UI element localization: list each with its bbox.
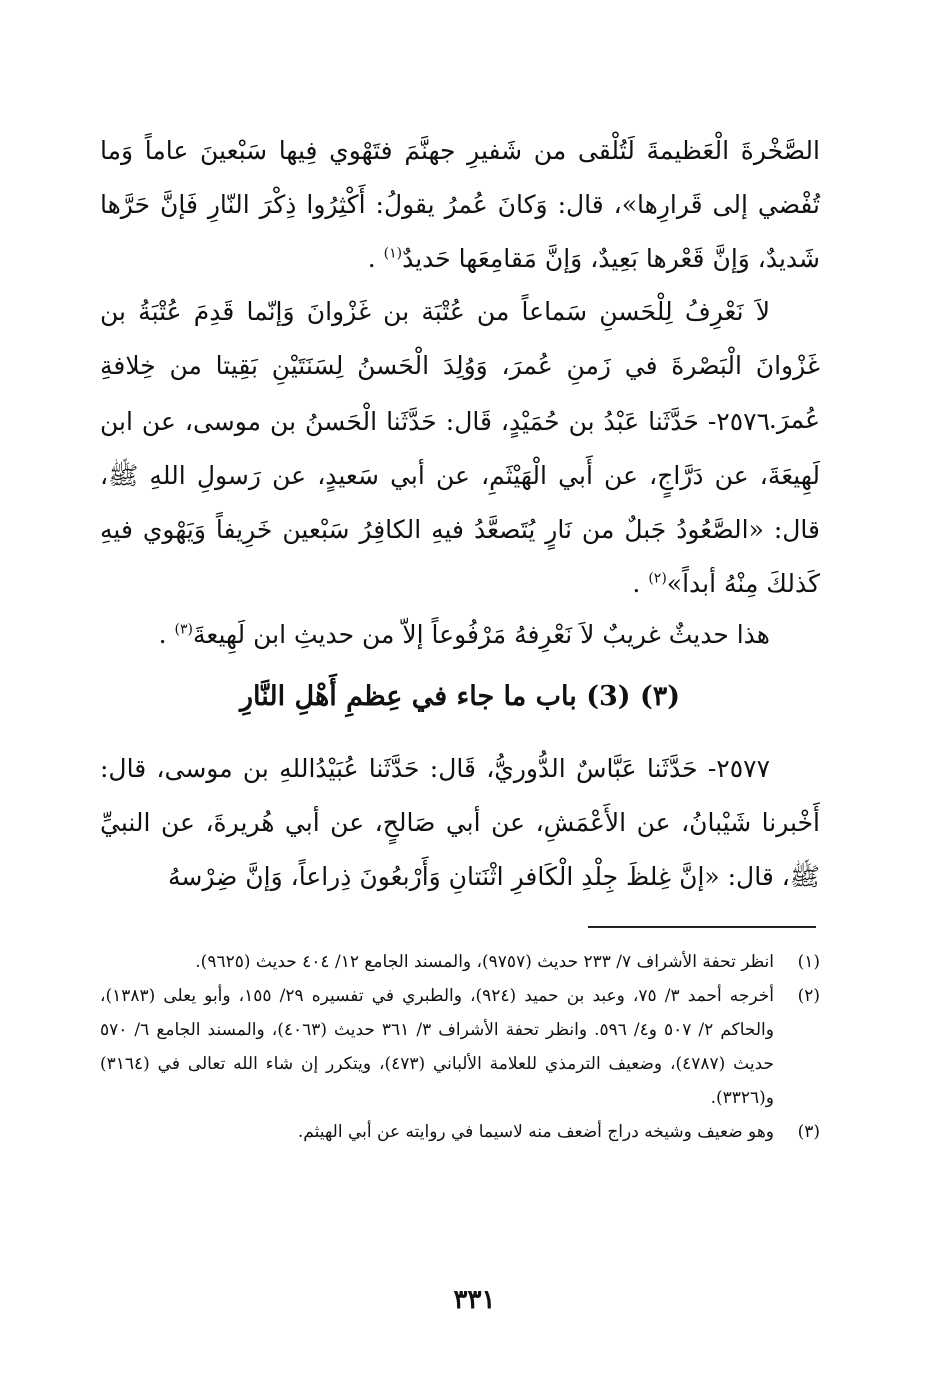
footnote-number: (٣) [797, 1122, 820, 1142]
footnote-1 [100, 945, 820, 979]
footnote-2 [100, 979, 820, 1115]
paragraph-2-text: لاَ نَعْرِفُ لِلْحَسنِ سَماعاً من عُتْبَة بن غَزْوانَ وَإنّما قَدِمَ عُتْبَةُ بن غَزْوانَ الْبَصْرةَ في زَمنِ عُمرَ، وَوُلِدَ الْحَسنُ لِسَنَتَيْنِ بَقِيتا من خِلافةِ عُمرَ. [100, 297, 820, 434]
footnotes [100, 945, 820, 1149]
footnote-text: وهو ضعيف وشيخه دراج أضعف منه لاسيما في روايته عن أبي الهيثم. [297, 1122, 774, 1142]
footnote-text: انظر تحفة الأشراف ٧/ ٢٣٣ حديث (٩٧٥٧)، والمسند الجامع ١٢/ ٤٠٤ حديث (٩٦٢٥). [195, 952, 774, 972]
hadith-2577-text: ٢٥٧٧- حَدَّثَنا عَبَّاسٌ الدُّوريُّ، قَال: حَدَّثَنا عُبَيْدُاللهِ بن موسى، قال: أَخْبرنا شَيْبانُ، عن الأَعْمَشِ، عن أبي صَالحٍ، عن أبي هُريرةَ، عن النبيِّ ﷺ، قال: «إنَّ غِلظَ جِلْدِ الْكَافرِ اثْنَتانِ وَأَرْبعُونَ ذِراعاً، وَإنَّ ضِرْسهُ [100, 754, 820, 891]
footnote-divider [588, 926, 816, 928]
footnote-ref-1: (١) [383, 245, 403, 262]
paragraph-4-end: . [158, 620, 175, 649]
paragraph-4-text: هذا حديثٌ غريبٌ لاَ نَعْرِفهُ مَرْفُوعاً إلاّ من حديثِ ابن لَهِيعةَ [193, 620, 770, 649]
paragraph-4 [100, 608, 820, 662]
paragraph-1-text: الصَّخْرةَ الْعَظيمةَ لَتُلْقى من شَفيرِ جهنَّمَ فتَهْوي فِيها سَبْعينَ عاماً وَما تُفْضي إلى قَرارِها»، قال: وَكانَ عُمرُ يقولُ: أَكْثِرُوا ذِكْرَ النّارِ فَإنَّ حَرَّها شَديدٌ، وَإنَّ قَعْرها بَعِيدٌ، وَإنَّ مَقامِعَها حَديدٌ [100, 136, 820, 273]
page-number: ٣٣١ [453, 1285, 496, 1315]
hadith-2577 [100, 742, 820, 904]
footnote-3 [100, 1115, 820, 1149]
footnote-ref-3: (٣) [174, 621, 194, 638]
paragraph-1 [100, 124, 820, 286]
footnote-text: أخرجه أحمد ٣/ ٧٥، وعبد بن حميد (٩٢٤)، والطبري في تفسيره ٢٩/ ١٥٥، وأبو يعلى (١٣٨٣)، والحاكم ٢/ ٥٠٧ و٤/ ٥٩٦. وانظر تحفة الأشراف ٣/ ٣٦١ حديث (٤٠٦٣)، والمسند الجامع ٦/ ٥٧٠ حديث (٤٧٨٧)، وضعيف الترمذي للعلامة الألباني (٤٧٣)، ويتكرر إن شاء الله تعالى في (٣١٦٤) و(٣٣٢٦). [100, 986, 774, 1108]
footnote-ref-2: (٢) [648, 570, 667, 587]
hadith-2576-text: ٢٥٧٦- حَدَّثَنا عَبْدُ بن حُمَيْدٍ، قَال: حَدَّثَنا الْحَسنُ بن موسى، عن ابن لَهِيعَةَ، عن دَرَّاجٍ، عن أَبي الْهَيْثَمِ، عن أبي سَعيدٍ، عن رَسولِ اللهِ ﷺ، قال: «الصَّعُودُ جَبلٌ من نَارٍ يُتَصعَّدُ فيهِ الكافِرُ سَبْعين خَرِيفاً وَيَهْوي فيهِ كَذلكَ مِنْهُ أبداً» [100, 407, 820, 598]
hadith-2576-end: . [632, 569, 649, 598]
footnote-number: (٢) [797, 986, 820, 1006]
footnote-number: (١) [797, 952, 820, 972]
hadith-2576 [100, 395, 820, 611]
paragraph-1-end: . [367, 244, 384, 273]
chapter-heading: (٣) (3) باب ما جاء في عِظمِ أَهْلِ النَّارِ [239, 681, 681, 712]
